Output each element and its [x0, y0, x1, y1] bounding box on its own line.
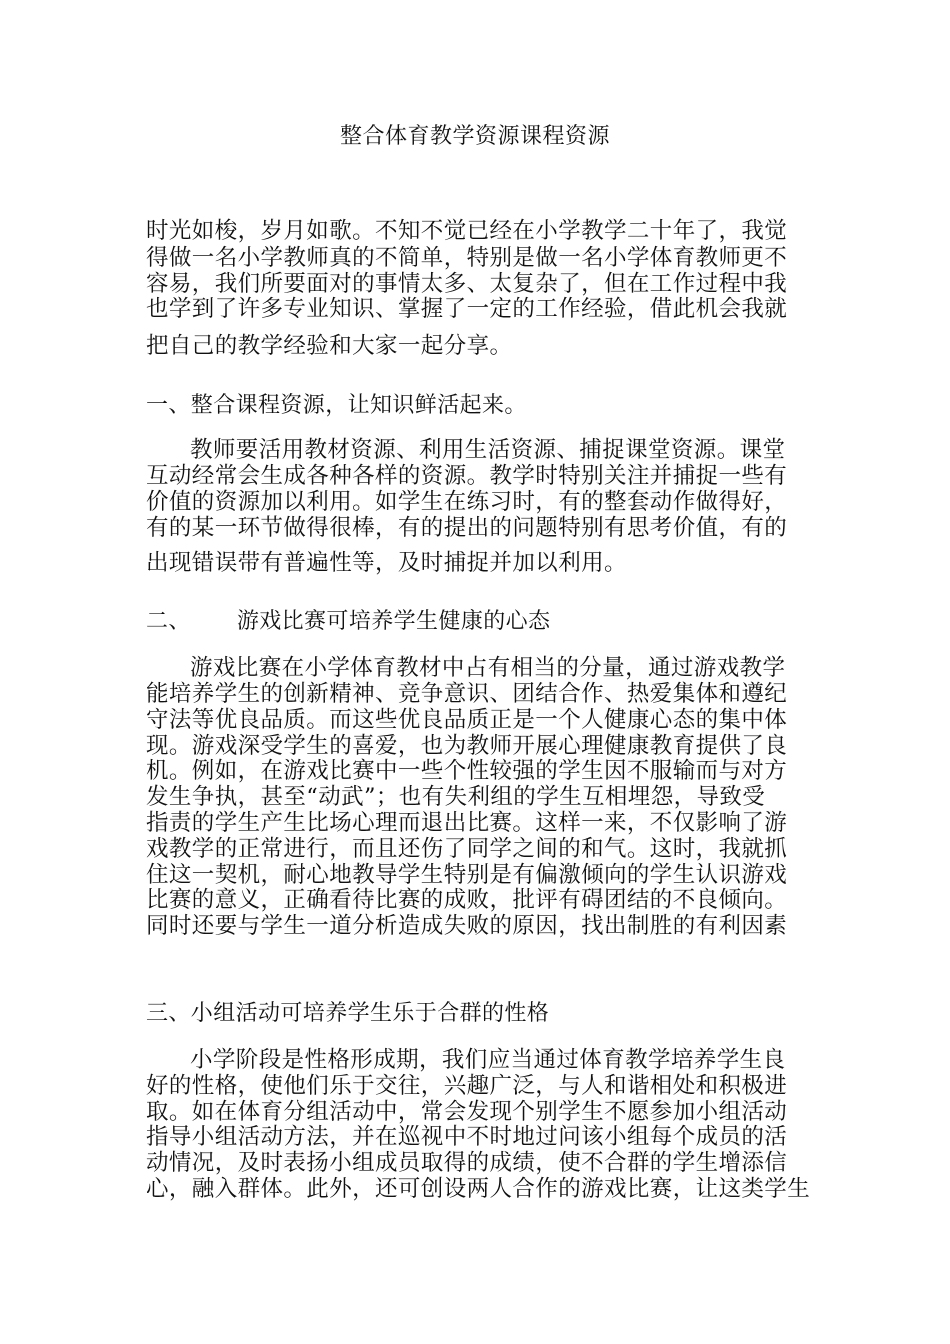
section-3-line: 心，融入群体。此外，还可创设两人合作的游戏比赛，让这类学生	[146, 1176, 811, 1202]
section-heading-3: 三、小组活动可培养学生乐于合群的性格	[146, 1001, 550, 1026]
section-1-line: 价值的资源加以利用。如学生在练习时，有的整套动作做得好，	[146, 489, 788, 515]
section-heading-1: 一、整合课程资源，让知识鲜活起来。	[146, 393, 527, 418]
intro-line: 时光如梭，岁月如歌。不知不觉已经在小学教学二十年了，我觉	[146, 218, 788, 244]
section-heading-2-text: 游戏比赛可培养学生健康的心态	[236, 609, 551, 634]
section-2-line: 戏教学的正常进行，而且还伤了同学之间的和气。这时，我就抓	[146, 836, 788, 862]
section-3-line: 取。如在体育分组活动中，常会发现个别学生不愿参加小组活动	[146, 1099, 788, 1125]
intro-line: 也学到了许多专业知识、掌握了一定的工作经验，借此机会我就	[146, 296, 788, 322]
section-heading-2	[146, 608, 550, 636]
section-heading-2-number: 二、	[146, 609, 191, 634]
section-1-line: 互动经常会生成各种各样的资源。教学时特别关注并捕捉一些有	[146, 463, 788, 489]
section-2-line: 机。例如，在游戏比赛中一些个性较强的学生因不服输而与对方	[146, 758, 788, 784]
section-2-line: 游戏比赛在小学体育教材中占有相当的分量，通过游戏教学	[190, 655, 786, 681]
section-1-line: 出现错误带有普遍性等，及时捕捉并加以利用。	[146, 550, 627, 576]
intro-line: 容易，我们所要面对的事情太多、太复杂了，但在工作过程中我	[146, 271, 788, 297]
section-3-line: 指导小组活动方法，并在巡视中不时地过问该小组每个成员的活	[146, 1124, 788, 1150]
section-2-line: 同时还要与学生一道分析造成失败的原因，找出制胜的有利因素	[146, 913, 788, 939]
section-3-line: 好的性格，使他们乐于交往，兴趣广泛，与人和谐相处和积极进	[146, 1073, 788, 1099]
section-1-line: 有的某一环节做得很棒，有的提出的问题特别有思考价值，有的	[146, 515, 788, 541]
section-2-line: 能培养学生的创新精神、竞争意识、团结合作、热爱集体和遵纪	[146, 681, 788, 707]
intro-line: 把自己的教学经验和大家一起分享。	[146, 333, 513, 359]
section-1-line: 教师要活用教材资源、利用生活资源、捕捉课堂资源。课堂	[190, 437, 786, 463]
section-2-line: 发生争执，甚至“动武”；也有失利组的学生互相埋怨，导致受	[146, 784, 766, 810]
section-3-line: 动情况，及时表扬小组成员取得的成绩，使不合群的学生增添信	[146, 1150, 788, 1176]
section-2-line: 指责的学生产生比场心理而退出比赛。这样一来，不仅影响了游	[146, 810, 788, 836]
document-title: 整合体育教学资源课程资源	[339, 124, 610, 149]
intro-line: 得做一名小学教师真的不简单，特别是做一名小学体育教师更不	[146, 245, 788, 271]
section-2-line: 比赛的意义，正确看待比赛的成败，批评有碍团结的不良倾向。	[146, 887, 788, 913]
section-2-line: 现。游戏深受学生的喜爱，也为教师开展心理健康教育提供了良	[146, 733, 788, 759]
section-2-line: 守法等优良品质。而这些优良品质正是一个人健康心态的集中体	[146, 707, 788, 733]
section-3-line: 小学阶段是性格形成期，我们应当通过体育教学培养学生良	[190, 1047, 786, 1073]
section-2-line: 住这一契机，耐心地教导学生特别是有偏激倾向的学生认识游戏	[146, 862, 788, 888]
